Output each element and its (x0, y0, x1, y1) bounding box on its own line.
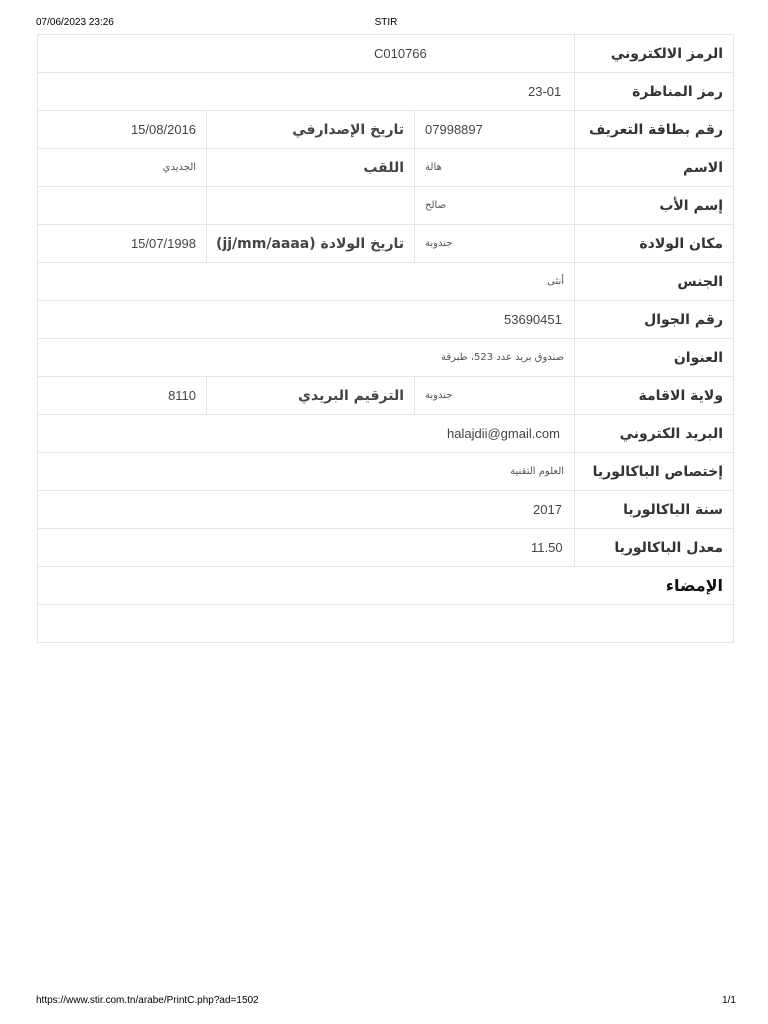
value-last-name: الجديدي (38, 149, 207, 187)
label-postal-code: الترقيم البريدي (207, 377, 415, 415)
label-gender: الجنس (575, 263, 734, 301)
label-father-name: إسم الأب (575, 187, 734, 225)
value-gender: أنثى (38, 263, 575, 301)
row-mobile (38, 301, 734, 339)
signature-label: الإمضاء (38, 567, 734, 605)
row-bac-specialty (38, 453, 734, 491)
label-residence-state: ولاية الاقامة (575, 377, 734, 415)
label-birth-date-text: تاريخ الولادة (jj/mm/aaaa) (216, 235, 405, 252)
value-id-card: 07998897 (415, 111, 575, 149)
row-contest-code (38, 73, 734, 111)
row-name (38, 149, 734, 187)
label-mobile: رقم الجوال (575, 301, 734, 339)
row-bac-average (38, 529, 734, 567)
label-bac-year: سنة الباكالوريا (575, 491, 734, 529)
label-first-name: الاسم (575, 149, 734, 187)
blank-row (38, 605, 734, 643)
row-father-name (38, 187, 734, 225)
label-contest-code: رمز المناظرة (575, 73, 734, 111)
value-postal-code: 8110 (38, 377, 207, 415)
row-residence (38, 377, 734, 415)
label-birth-date (207, 225, 415, 263)
row-gender (38, 263, 734, 301)
value-email: halajdii@gmail.com (38, 415, 575, 453)
value-bac-specialty: العلوم التقنية (38, 453, 575, 491)
label-electronic-code: الرمز الالكتروني (575, 35, 734, 73)
label-last-name: اللقب (207, 149, 415, 187)
row-electronic-code (38, 35, 734, 73)
label-bac-average: معدل الباكالوريا (575, 529, 734, 567)
value-birth-place: جندوبة (415, 225, 575, 263)
row-id-card (38, 111, 734, 149)
value-mobile: 53690451 (38, 301, 575, 339)
value-residence-state: جندوبة (415, 377, 575, 415)
label-id-card: رقم بطاقة التعريف (575, 111, 734, 149)
value-bac-year: 2017 (38, 491, 575, 529)
label-address: العنوان (575, 339, 734, 377)
value-father-name: صالح (415, 187, 575, 225)
empty-cell (38, 187, 207, 225)
value-first-name: هالة (415, 149, 575, 187)
row-blank (38, 605, 734, 643)
print-datetime: 07/06/2023 23:26 (36, 17, 114, 28)
value-contest-code: 23-01 (38, 73, 575, 111)
value-issue-date: 15/08/2016 (38, 111, 207, 149)
row-address (38, 339, 734, 377)
row-email (38, 415, 734, 453)
empty-cell (207, 187, 415, 225)
print-header (36, 17, 736, 31)
value-bac-average: 11.50 (38, 529, 575, 567)
print-url: https://www.stir.com.tn/arabe/PrintC.php?ad=1502 (36, 995, 259, 1006)
print-title: STIR (374, 17, 398, 28)
row-birth (38, 225, 734, 263)
label-issue-date: تاريخ الإصدارفي (207, 111, 415, 149)
label-email: البريد الكتروني (575, 415, 734, 453)
label-birth-place: مكان الولادة (575, 225, 734, 263)
registration-form-table (37, 34, 734, 643)
value-address: صندوق بريد عدد 523، طبرقة (38, 339, 575, 377)
value-electronic-code: C010766 (38, 35, 575, 73)
row-signature (38, 567, 734, 605)
print-page-number: 1/1 (722, 995, 736, 1006)
print-footer (36, 995, 736, 1009)
label-bac-specialty: إختصاص الباكالوريا (575, 453, 734, 491)
value-birth-date: 15/07/1998 (38, 225, 207, 263)
row-bac-year (38, 491, 734, 529)
